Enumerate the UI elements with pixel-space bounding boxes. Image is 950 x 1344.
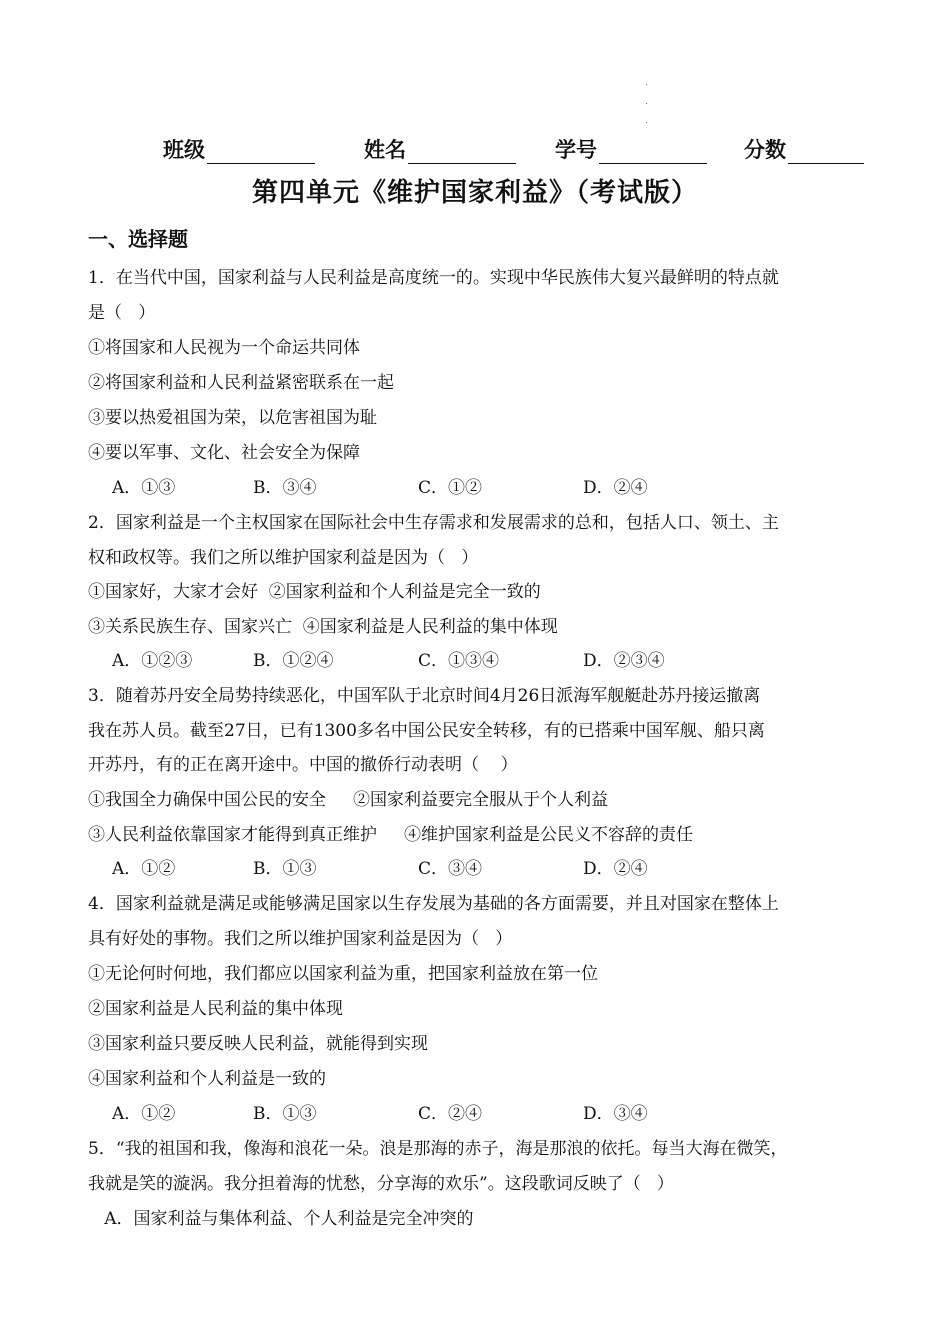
question-3-option-c[interactable]: C．③④ xyxy=(418,859,483,879)
question-3-line-2: 我在苏人员。截至27日，已有1300多名中国公民安全转移，有的已搭乘中国军舰、船只离 xyxy=(88,721,765,741)
question-2-option-c[interactable]: C．①③④ xyxy=(418,651,500,671)
question-4-option-c[interactable]: C．②④ xyxy=(418,1104,483,1124)
question-1-option-d[interactable]: D．②④ xyxy=(583,478,648,498)
question-3-line-1: 3．随着苏丹安全局势持续恶化，中国军队于北京时间4月26日派海军舰艇赴苏丹接运撤离 xyxy=(88,686,761,706)
name-field[interactable] xyxy=(364,134,516,164)
question-2-statement-1: ①国家好，大家才会好 ②国家利益和个人利益是完全一致的 xyxy=(88,582,541,602)
question-5-option-a[interactable]: A．国家利益与集体利益、个人利益是完全冲突的 xyxy=(88,1209,474,1229)
question-3-statement-2: ③人民利益依靠国家才能得到真正维护 ④维护国家利益是公民义不容辞的责任 xyxy=(88,825,694,845)
student-id-label: 学号 xyxy=(555,138,597,162)
margin-dots xyxy=(646,84,650,141)
question-4-option-d[interactable]: D．③④ xyxy=(583,1104,648,1124)
question-3-line-3: 开苏丹，有的正在离开途中。中国的撤侨行动表明（ ） xyxy=(88,755,518,775)
question-1-statement-2: ②将国家利益和人民利益紧密联系在一起 xyxy=(88,373,394,393)
question-1-statement-3: ③要以热爱祖国为荣，以危害祖国为耻 xyxy=(88,408,377,428)
question-1-option-b[interactable]: B．③④ xyxy=(253,478,317,498)
question-4-statement-3: ③国家利益只要反映人民利益，就能得到实现 xyxy=(88,1034,428,1054)
question-4-line-1: 4．国家利益就是满足或能够满足国家以生存发展为基础的各方面需要，并且对国家在整体上 xyxy=(88,894,779,914)
page-title: 第四单元《维护国家利益》（考试版） xyxy=(251,178,698,208)
question-5-line-1: 5．“我的祖国和我，像海和浪花一朵。浪是那海的赤子，海是那浪的依托。每当大海在微笑， xyxy=(88,1139,788,1159)
question-1-option-a[interactable]: A．①③ xyxy=(112,478,176,498)
question-4-option-b[interactable]: B．①③ xyxy=(253,1104,317,1124)
student-id-blank[interactable] xyxy=(599,139,707,164)
score-label: 分数 xyxy=(744,138,786,162)
score-field[interactable] xyxy=(744,134,864,164)
question-3-option-b[interactable]: B．①③ xyxy=(253,859,317,879)
question-1-option-c[interactable]: C．①② xyxy=(418,478,483,498)
question-3-option-d[interactable]: D．②④ xyxy=(583,859,648,879)
question-1-line-1: 1．在当代中国，国家利益与人民利益是高度统一的。实现中华民族伟大复兴最鲜明的特点就 xyxy=(88,268,779,288)
question-3-option-a[interactable]: A．①② xyxy=(112,859,176,879)
question-4-option-a[interactable]: A．①② xyxy=(112,1104,176,1124)
class-blank[interactable] xyxy=(207,139,315,164)
question-4-statement-4: ④国家利益和个人利益是一致的 xyxy=(88,1069,326,1089)
question-2-option-b[interactable]: B．①②④ xyxy=(253,651,334,671)
student-id-field[interactable] xyxy=(555,134,707,164)
name-blank[interactable] xyxy=(408,139,516,164)
student-info-row xyxy=(0,134,950,164)
class-field[interactable] xyxy=(163,134,315,164)
question-2-line-2: 权和政权等。我们之所以维护国家利益是因为（ ） xyxy=(88,548,479,568)
question-1-line-2: 是（ ） xyxy=(88,303,156,323)
question-4-statement-1: ①无论何时何地，我们都应以国家利益为重，把国家利益放在第一位 xyxy=(88,964,598,984)
question-2-statement-2: ③关系民族生存、国家兴亡 ④国家利益是人民利益的集中体现 xyxy=(88,617,558,637)
question-3-statement-1: ①我国全力确保中国公民的安全 ②国家利益要完全服从于个人利益 xyxy=(88,790,609,810)
question-2-option-a[interactable]: A．①②③ xyxy=(112,651,193,671)
question-2-option-d[interactable]: D．②③④ xyxy=(583,651,665,671)
question-4-line-2: 具有好处的事物。我们之所以维护国家利益是因为（ ） xyxy=(88,929,513,949)
question-5-line-2: 我就是笑的漩涡。我分担着海的忧愁，分享海的欢乐”。这段歌词反映了（ ） xyxy=(88,1174,674,1194)
section-title: 一、选择题 xyxy=(88,227,188,251)
score-blank[interactable] xyxy=(788,139,864,164)
question-2-line-1: 2．国家利益是一个主权国家在国际社会中生存需求和发展需求的总和，包括人口、领土、主 xyxy=(88,513,779,533)
name-label: 姓名 xyxy=(364,138,406,162)
question-1-statement-1: ①将国家和人民视为一个命运共同体 xyxy=(88,338,360,358)
question-4-statement-2: ②国家利益是人民利益的集中体现 xyxy=(88,999,343,1019)
question-1-statement-4: ④要以军事、文化、社会安全为保障 xyxy=(88,443,360,463)
class-label: 班级 xyxy=(163,138,205,162)
